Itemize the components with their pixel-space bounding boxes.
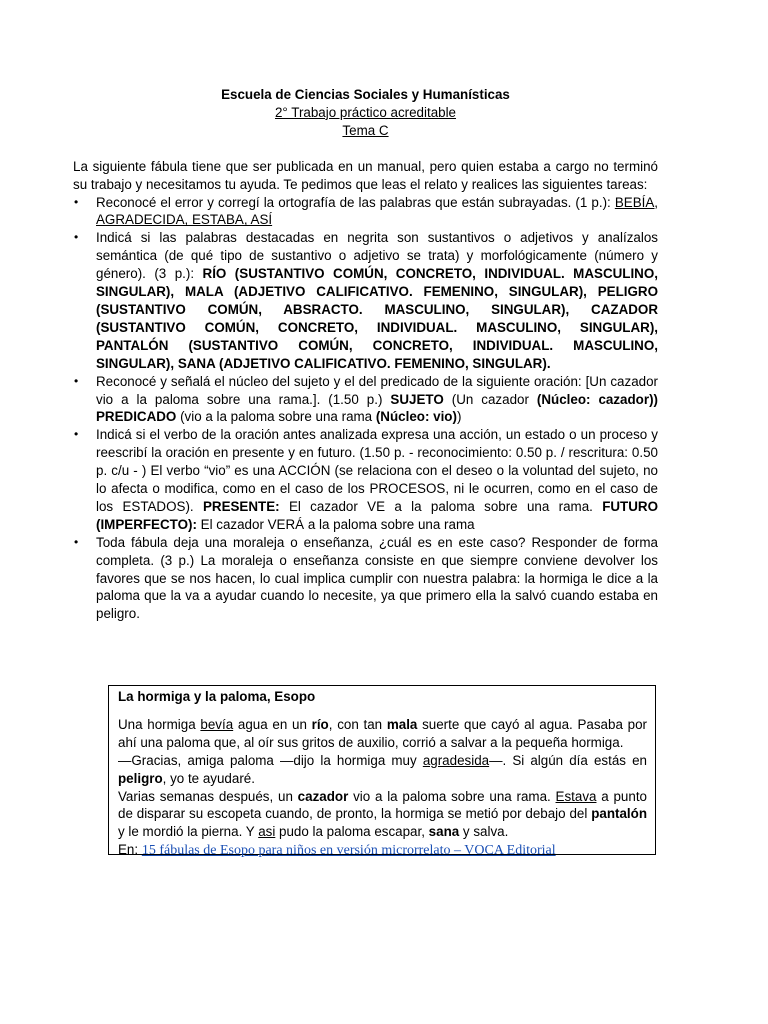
fable-body bbox=[118, 716, 647, 860]
present-text: El cazador VE a la paloma sobre una rama. bbox=[279, 498, 603, 514]
task-2-answer: RÍO (SUSTANTIVO COMÚN, CONCRETO, INDIVIDUAL. MASCULINO, SINGULAR), MALA (ADJETIVO CALIFICATIVO. FEMENINO, SINGULAR), PELIGRO (SUSTANTIVO COMÚN, ABSRACTO. MASCULINO, SINGULAR), CAZADOR (SUSTANTIVO COMÚN, CONCRETO, INDIVIDUAL. MASCULINO, SINGULAR), PANTALÓN (SUSTANTIVO COMÚN, CONCRETO, INDIVIDUAL. MASCULINO, SINGULAR), SANA (ADJETIVO CALIFICATIVO. FEMENINO, SINGULAR). bbox=[96, 266, 658, 371]
fable-text: Varias semanas después, un bbox=[118, 788, 298, 804]
bullet-icon: • bbox=[74, 427, 79, 442]
intro-paragraph: La siguiente fábula tiene que ser publicada en un manual, pero quien estaba a cargo no terminó su trabajo y necesitamos tu ayuda. Te pedimos que leas el relato y realices las siguientes tareas: bbox=[73, 158, 658, 192]
document-page bbox=[73, 86, 658, 623]
task-1-answer: BEBÍA, AGRADECIDA, ESTABA, ASÍ bbox=[96, 194, 658, 228]
task-4-text: Indicá si el verbo de la oración antes analizada expresa una acción, un estado o un proceso y reescribí la oración en presente y en futuro. (1.50 p. - reconocimiento: 0.50 p. / rescritura: 0.50 p. c/u - ) El verbo “vio” es una ACCIÓN (se relaciona con el deseo o la voluntad del sujeto, no lo afecta o modifica, como en el caso de los PROCESOS, ni le ocurren, como en el caso de los ESTADOS). bbox=[96, 427, 658, 514]
topic-label: Tema C bbox=[342, 122, 389, 138]
bold-word: río bbox=[311, 716, 329, 732]
subject-label: SUJETO bbox=[390, 391, 444, 407]
predicate-label: PREDICADO bbox=[96, 409, 177, 425]
fable-text: , con tan bbox=[328, 716, 387, 732]
fable-text: y salva. bbox=[459, 824, 509, 840]
bold-word: cazador bbox=[297, 788, 349, 804]
bold-word: pantalón bbox=[591, 806, 647, 822]
fable-text: agua en un bbox=[233, 716, 312, 732]
bullet-icon: • bbox=[74, 194, 79, 209]
task-1-text: Reconocé el error y corregí la ortografía de las palabras que están subrayadas. (1 p.): bbox=[96, 194, 615, 210]
subject-close: ) bbox=[653, 391, 659, 407]
fable-text: , yo te ayudaré. bbox=[162, 770, 255, 786]
bold-word: mala bbox=[386, 716, 418, 732]
misspelled-word: agradesida bbox=[422, 752, 490, 768]
fable-text: y le mordió la pierna. Y bbox=[118, 824, 259, 840]
source-prefix: En: bbox=[118, 842, 142, 858]
fable-text: pudo la paloma escapar, bbox=[275, 824, 429, 840]
bullet-icon: • bbox=[74, 534, 79, 549]
task-5-text: Toda fábula deja una moraleja o enseñanza, ¿cuál es en este caso? Responder de forma completa. (3 p.) La moraleja o enseñanza consiste en que siempre conviene devolver los favores que se nos hacen, lo cual implica cumplir con nuestra palabra: la hormiga le dice a la paloma que la va a ayudar cuando lo necesite, ya que primero ella la salvó cuando estaba en peligro. bbox=[96, 534, 658, 622]
task-item-5 bbox=[73, 534, 658, 624]
task-item-2 bbox=[73, 229, 658, 372]
task-3-text: Reconocé y señalá el núcleo del sujeto y el del predicado de la siguiente oración: [Un cazador vio a la paloma sobre una rama.]. (1.50 p.) bbox=[96, 373, 658, 407]
task-list bbox=[73, 194, 658, 624]
misspelled-word: bevía bbox=[200, 716, 234, 732]
predicate-core: (Núcleo: vio) bbox=[375, 409, 457, 425]
document-header bbox=[73, 86, 658, 140]
fable-text: Una hormiga bbox=[118, 716, 201, 732]
subject-core: (Núcleo: cazador) bbox=[536, 391, 654, 407]
assignment-subtitle: 2° Trabajo práctico acreditable bbox=[274, 104, 457, 120]
misspelled-word: asi bbox=[258, 824, 276, 840]
bold-word: sana bbox=[428, 824, 460, 840]
fable-box bbox=[108, 685, 656, 859]
misspelled-word: Estava bbox=[555, 788, 597, 804]
task-item-1 bbox=[73, 194, 658, 230]
school-name: Escuela de Ciencias Sociales y Humanísticas bbox=[221, 87, 510, 102]
subject-text: (Un cazador bbox=[443, 391, 537, 407]
fable-text: vio a la paloma sobre una rama. bbox=[348, 788, 556, 804]
task-2-text: Indicá si las palabras destacadas en negrita son sustantivos o adjetivos y analízalos semántica (de qué tipo de sustantivo o adjetivo se trata) y morfológicamente (número y género). (3 p.): bbox=[96, 230, 658, 282]
fable-text: —. Si algún día estás en bbox=[489, 752, 647, 768]
bullet-icon: • bbox=[74, 373, 79, 388]
predicate-close: ) bbox=[456, 409, 462, 425]
fable-title: La hormiga y la paloma, Esopo bbox=[118, 689, 316, 704]
bullet-icon: • bbox=[74, 230, 79, 245]
task-item-4 bbox=[73, 426, 658, 533]
bold-word: peligro bbox=[118, 770, 163, 786]
fable-text: suerte que cayó al agua. Pasaba por ahí una paloma que, al oír sus gritos de auxilio, corrió a salvar a la pequeña hormiga. bbox=[118, 716, 647, 750]
present-label: PRESENTE: bbox=[202, 498, 280, 514]
source-link[interactable]: 15 fábulas de Esopo para niños en versión microrrelato – VOCA Editorial bbox=[141, 843, 556, 859]
predicate-text: (vio a la paloma sobre una rama bbox=[176, 409, 376, 425]
future-label: FUTURO (IMPERFECTO): bbox=[96, 498, 658, 532]
future-text: El cazador VERÁ a la paloma sobre una rama bbox=[196, 516, 475, 532]
fable-text: —Gracias, amiga paloma —dijo la hormiga muy bbox=[118, 752, 423, 768]
task-item-3 bbox=[73, 373, 658, 427]
fable-text: a punto de disparar su escopeta cuando, de pronto, la hormiga se metió por debajo del bbox=[118, 788, 647, 822]
